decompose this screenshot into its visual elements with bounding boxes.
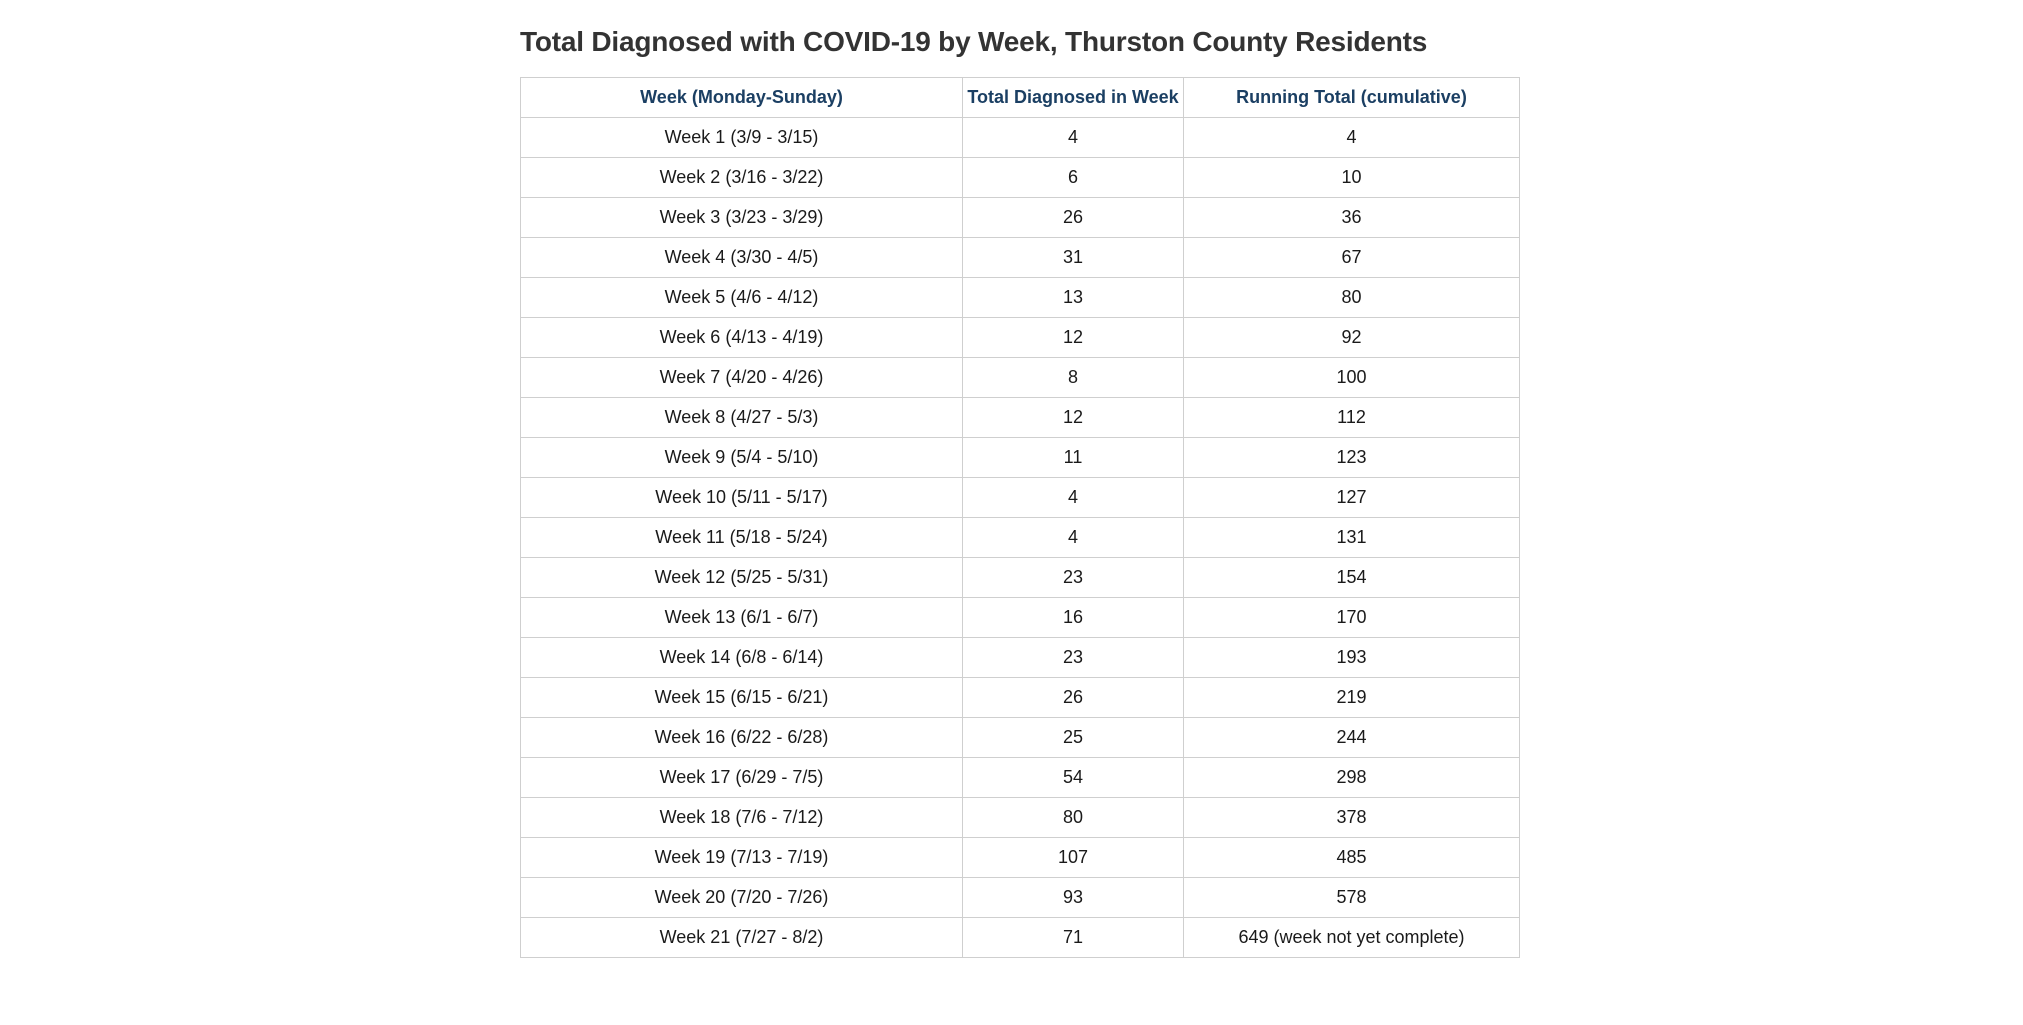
cell-week: Week 9 (5/4 - 5/10) [521,438,963,478]
cell-total-diagnosed: 11 [963,438,1184,478]
cell-running-total: 193 [1184,638,1520,678]
cell-total-diagnosed: 54 [963,758,1184,798]
cell-total-diagnosed: 93 [963,878,1184,918]
cell-week: Week 11 (5/18 - 5/24) [521,518,963,558]
cell-week: Week 14 (6/8 - 6/14) [521,638,963,678]
cell-week: Week 10 (5/11 - 5/17) [521,478,963,518]
cell-running-total: 4 [1184,118,1520,158]
cell-total-diagnosed: 6 [963,158,1184,198]
cell-running-total: 112 [1184,398,1520,438]
table-row [521,118,1520,158]
cell-total-diagnosed: 26 [963,678,1184,718]
cell-total-diagnosed: 12 [963,318,1184,358]
cell-running-total: 67 [1184,238,1520,278]
table-row [521,758,1520,798]
cell-total-diagnosed: 12 [963,398,1184,438]
cell-total-diagnosed: 26 [963,198,1184,238]
cell-running-total: 10 [1184,158,1520,198]
cell-running-total: 219 [1184,678,1520,718]
cell-week: Week 4 (3/30 - 4/5) [521,238,963,278]
table-row [521,598,1520,638]
table-row [521,638,1520,678]
cell-running-total: 578 [1184,878,1520,918]
cell-running-total: 131 [1184,518,1520,558]
cell-total-diagnosed: 71 [963,918,1184,958]
cell-total-diagnosed: 23 [963,558,1184,598]
cell-running-total: 92 [1184,318,1520,358]
table-row [521,278,1520,318]
table-row [521,318,1520,358]
cell-week: Week 5 (4/6 - 4/12) [521,278,963,318]
cell-running-total: 170 [1184,598,1520,638]
table-row [521,838,1520,878]
cell-running-total: 154 [1184,558,1520,598]
cell-week: Week 13 (6/1 - 6/7) [521,598,963,638]
cell-week: Week 7 (4/20 - 4/26) [521,358,963,398]
table-row [521,558,1520,598]
cell-running-total: 127 [1184,478,1520,518]
table-row [521,518,1520,558]
table-row [521,918,1520,958]
cell-total-diagnosed: 4 [963,518,1184,558]
cell-total-diagnosed: 107 [963,838,1184,878]
cell-total-diagnosed: 80 [963,798,1184,838]
cell-total-diagnosed: 4 [963,478,1184,518]
table-row [521,798,1520,838]
cell-week: Week 18 (7/6 - 7/12) [521,798,963,838]
cell-total-diagnosed: 4 [963,118,1184,158]
cell-week: Week 19 (7/13 - 7/19) [521,838,963,878]
table-row [521,878,1520,918]
cell-week: Week 15 (6/15 - 6/21) [521,678,963,718]
table-row [521,198,1520,238]
cell-week: Week 16 (6/22 - 6/28) [521,718,963,758]
table-row [521,158,1520,198]
cell-week: Week 12 (5/25 - 5/31) [521,558,963,598]
cell-total-diagnosed: 25 [963,718,1184,758]
cell-total-diagnosed: 8 [963,358,1184,398]
table-row [521,478,1520,518]
cell-week: Week 20 (7/20 - 7/26) [521,878,963,918]
cell-running-total: 36 [1184,198,1520,238]
cell-total-diagnosed: 23 [963,638,1184,678]
header-running-total: Running Total (cumulative) [1184,78,1520,118]
table-row [521,358,1520,398]
header-week: Week (Monday-Sunday) [521,78,963,118]
cell-running-total: 649 (week not yet complete) [1184,918,1520,958]
cell-total-diagnosed: 31 [963,238,1184,278]
table-row [521,398,1520,438]
cell-running-total: 378 [1184,798,1520,838]
cell-running-total: 485 [1184,838,1520,878]
covid-weekly-table [520,77,1520,958]
table-row [521,438,1520,478]
table-row [521,718,1520,758]
header-total-diagnosed: Total Diagnosed in Week [963,78,1184,118]
cell-running-total: 100 [1184,358,1520,398]
page-title: Total Diagnosed with COVID-19 by Week, Thurston County Residents [520,26,1428,57]
cell-total-diagnosed: 16 [963,598,1184,638]
cell-week: Week 8 (4/27 - 5/3) [521,398,963,438]
cell-running-total: 244 [1184,718,1520,758]
cell-week: Week 6 (4/13 - 4/19) [521,318,963,358]
table-row [521,678,1520,718]
cell-running-total: 123 [1184,438,1520,478]
table-body [521,118,1520,958]
table-header-row [521,78,1520,118]
cell-week: Week 1 (3/9 - 3/15) [521,118,963,158]
cell-total-diagnosed: 13 [963,278,1184,318]
cell-running-total: 80 [1184,278,1520,318]
cell-running-total: 298 [1184,758,1520,798]
cell-week: Week 2 (3/16 - 3/22) [521,158,963,198]
cell-week: Week 21 (7/27 - 8/2) [521,918,963,958]
cell-week: Week 3 (3/23 - 3/29) [521,198,963,238]
table-row [521,238,1520,278]
cell-week: Week 17 (6/29 - 7/5) [521,758,963,798]
